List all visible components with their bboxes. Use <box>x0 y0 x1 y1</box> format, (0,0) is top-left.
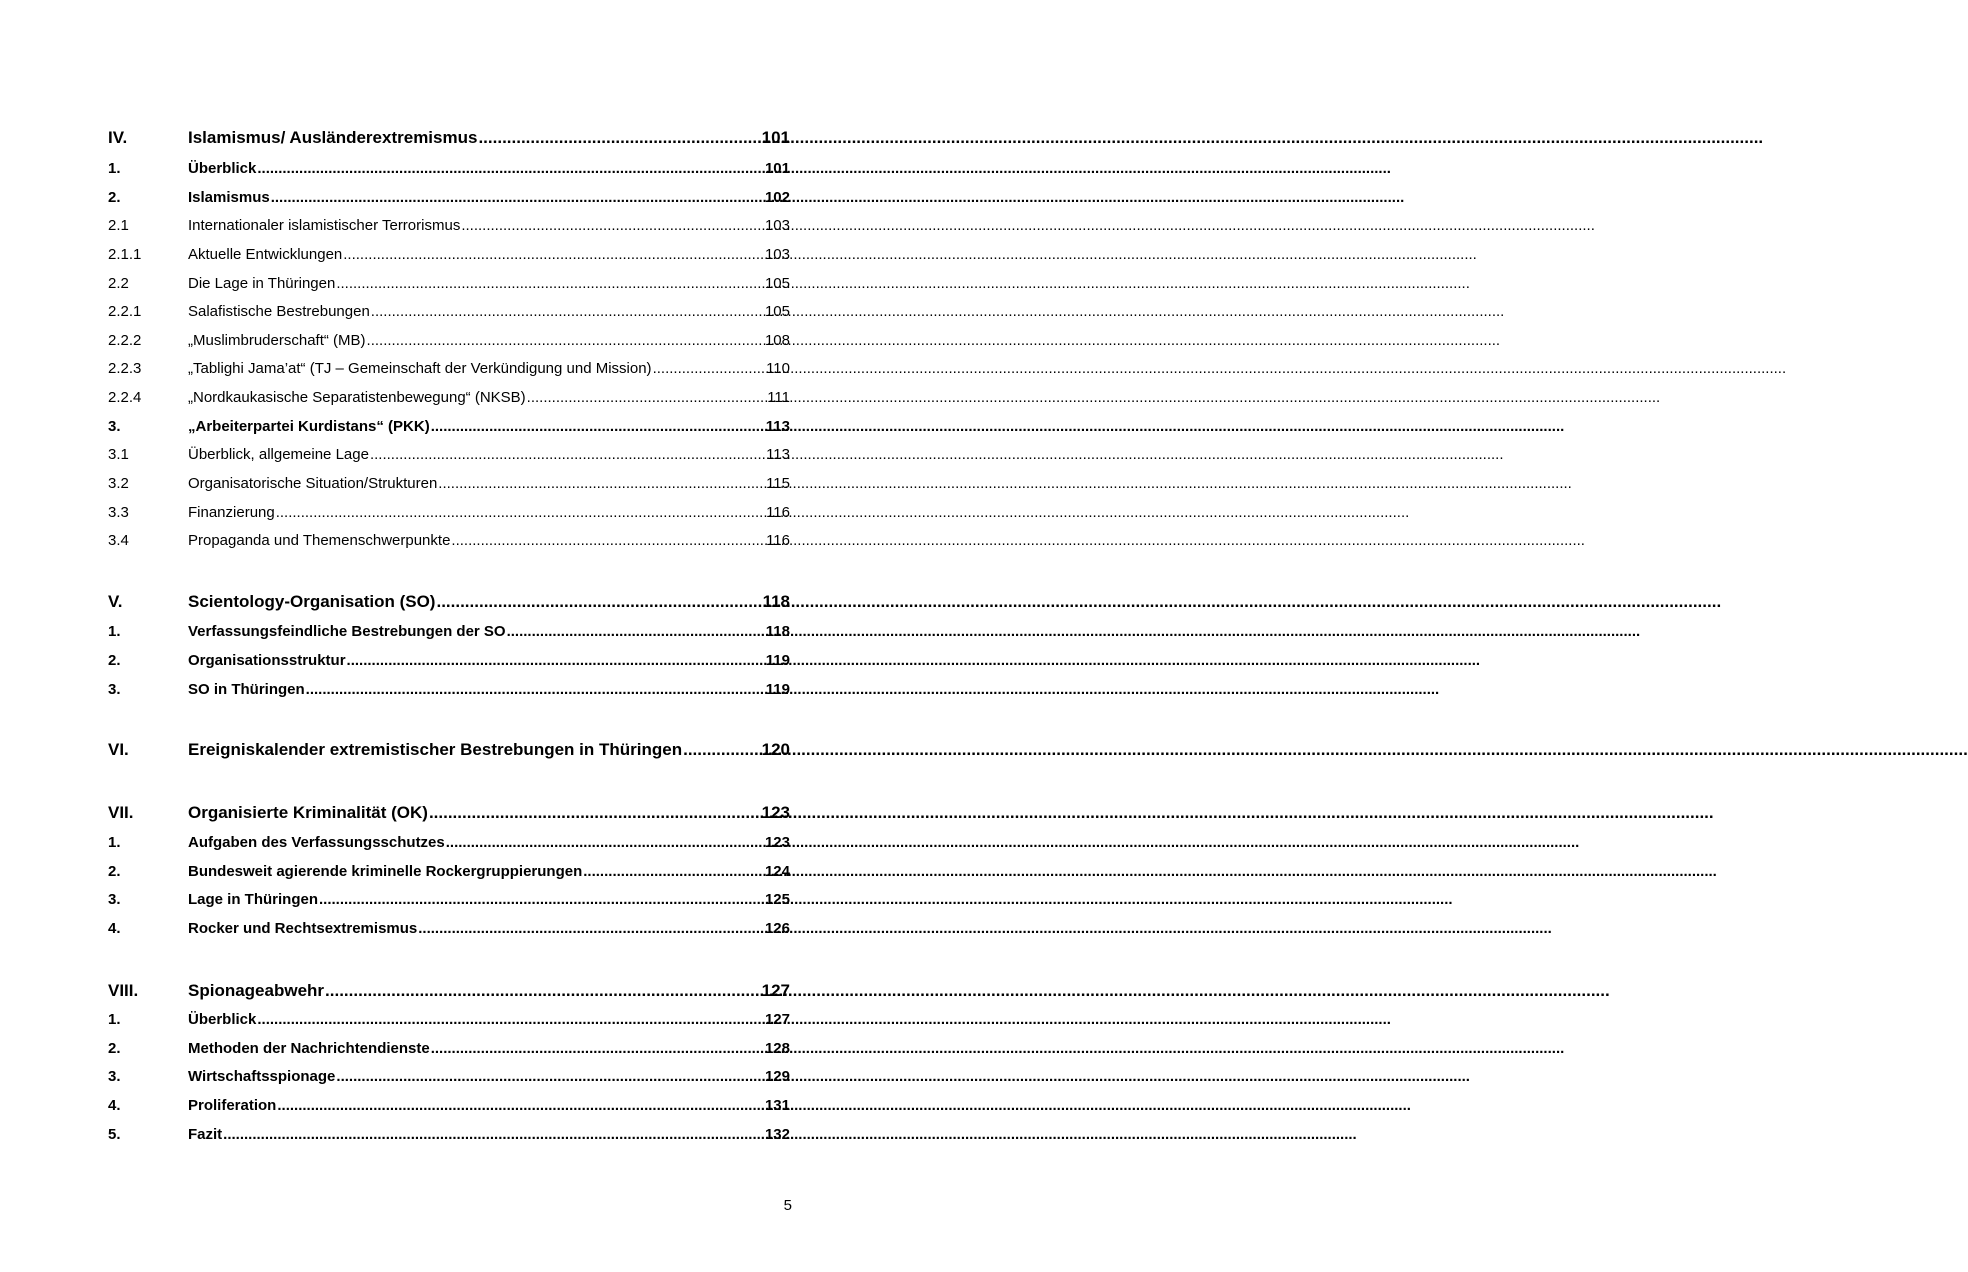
toc-entry-number: 4. <box>108 920 121 937</box>
toc-entry[interactable] <box>108 360 790 377</box>
toc-entry-number: 3.2 <box>108 475 129 492</box>
dot-leader <box>438 475 765 492</box>
toc-entry-title[interactable]: Bundesweit agierende kriminelle Rockergruppierungen <box>188 863 583 880</box>
toc-entry-title[interactable]: Überblick <box>188 1011 257 1028</box>
toc-entry-number: 3. <box>108 891 121 908</box>
toc-entry-page[interactable]: 126 <box>764 920 790 937</box>
toc-entry[interactable] <box>108 920 790 937</box>
dot-leader <box>336 1068 764 1085</box>
toc-entry[interactable] <box>108 446 790 463</box>
dot-leader <box>371 303 764 320</box>
dot-leader <box>436 592 761 612</box>
toc-entry-title[interactable]: Spionageabwehr <box>188 981 325 1000</box>
dot-leader <box>527 389 767 406</box>
toc-entry[interactable] <box>108 246 790 263</box>
toc-entry[interactable] <box>108 1040 790 1057</box>
toc-entry-page[interactable]: 103 <box>764 246 790 263</box>
toc-entry[interactable] <box>108 891 790 908</box>
toc-entry-number: 3.3 <box>108 504 129 521</box>
toc-entry-number: 3. <box>108 1068 121 1085</box>
toc-entry-page[interactable]: 123 <box>761 803 790 822</box>
toc-entry-number: 2. <box>108 189 121 206</box>
dot-leader <box>343 246 764 263</box>
toc-entry-number: 3.1 <box>108 446 129 463</box>
dot-leader <box>478 128 760 148</box>
dot-leader <box>429 803 761 823</box>
toc-entry-number: V. <box>108 592 123 611</box>
toc-entry[interactable] <box>108 532 790 549</box>
toc-entry-number: 1. <box>108 160 121 177</box>
toc-entry-number: 5. <box>108 1126 121 1143</box>
toc-entry-page[interactable]: 113 <box>766 446 790 463</box>
dot-leader <box>431 1040 764 1057</box>
toc-entry-page[interactable]: 115 <box>766 475 790 492</box>
toc-entry-title[interactable]: Rocker und Rechtsextremismus <box>188 920 418 937</box>
toc-entry[interactable] <box>108 1068 790 1085</box>
toc-entry-page[interactable]: 101 <box>764 160 790 177</box>
toc-entry[interactable] <box>108 740 790 760</box>
dot-leader <box>461 217 764 234</box>
toc-entry-title[interactable]: Organisierte Kriminalität (OK) <box>188 803 428 822</box>
toc-entry-number: 2.2 <box>108 275 129 292</box>
toc-entry[interactable] <box>108 1011 790 1028</box>
dot-leader <box>325 981 761 1001</box>
toc-entry-number: 4. <box>108 1097 121 1114</box>
toc-entry-title[interactable]: „Nordkaukasische Separatistenbewegung“ (NKSB) <box>188 389 526 406</box>
toc-entry-number: 2.2.2 <box>108 332 142 349</box>
toc-entry-number: 2.1 <box>108 217 129 234</box>
toc-entry[interactable] <box>108 418 790 435</box>
toc-entry-page[interactable]: 105 <box>764 303 790 320</box>
dot-leader <box>683 740 761 760</box>
dot-leader <box>583 863 764 880</box>
toc-entry-page[interactable]: 118 <box>762 592 790 611</box>
dot-leader <box>306 681 765 698</box>
toc-entry-page[interactable]: 123 <box>764 834 790 851</box>
toc-entry-title[interactable]: Aktuelle Entwicklungen <box>188 246 343 263</box>
toc-entry[interactable] <box>108 332 790 349</box>
page-number: 5 <box>783 1197 792 1214</box>
toc-entry-title[interactable]: Organisationsstruktur <box>188 652 346 669</box>
toc-entry-title[interactable]: Fazit <box>188 1126 223 1143</box>
toc-entry[interactable] <box>108 303 790 320</box>
dot-leader <box>507 623 765 640</box>
toc-entry[interactable] <box>108 652 790 669</box>
toc-entry-title[interactable]: SO in Thüringen <box>188 681 305 698</box>
toc-entry-number: 1. <box>108 623 121 640</box>
toc-entry-page[interactable]: 111 <box>767 389 790 406</box>
toc-entry-page[interactable]: 125 <box>764 891 790 908</box>
toc-entry-number: 2. <box>108 863 121 880</box>
dot-leader <box>257 1011 764 1028</box>
dot-leader <box>336 275 764 292</box>
toc-entry-number: 2.2.3 <box>108 360 142 377</box>
toc-entry-page[interactable]: 119 <box>765 652 790 669</box>
toc-entry-title[interactable]: Islamismus <box>188 189 270 206</box>
toc-entry-title[interactable]: „Muslimbruderschaft“ (MB) <box>188 332 366 349</box>
dot-leader <box>319 891 764 908</box>
toc-entry-title[interactable]: Internationaler islamistischer Terrorismus <box>188 217 461 234</box>
dot-leader <box>276 504 765 521</box>
toc-entry-page[interactable]: 127 <box>761 981 790 1000</box>
dot-leader <box>223 1126 764 1143</box>
toc-entry-page[interactable]: 129 <box>764 1068 790 1085</box>
toc-entry-title[interactable]: Die Lage in Thüringen <box>188 275 336 292</box>
toc-entry[interactable] <box>108 504 790 521</box>
toc-entry[interactable] <box>108 592 790 612</box>
toc-entry-page[interactable]: 124 <box>764 863 790 880</box>
toc-entry-page[interactable]: 110 <box>766 360 790 377</box>
toc-entry[interactable] <box>108 160 790 177</box>
toc-entry-page[interactable]: 127 <box>764 1011 790 1028</box>
dot-leader <box>446 834 764 851</box>
toc-entry-number: 2.2.4 <box>108 389 142 406</box>
toc-entry-title[interactable]: Verfassungsfeindliche Bestrebungen der SO <box>188 623 506 640</box>
toc-entry-page[interactable]: 120 <box>761 740 790 759</box>
toc-entry-page[interactable]: 119 <box>765 681 790 698</box>
dot-leader <box>653 360 766 377</box>
toc-entry-page[interactable]: 105 <box>764 275 790 292</box>
toc-entry-number: 2. <box>108 1040 121 1057</box>
toc-entry[interactable] <box>108 863 790 880</box>
dot-leader <box>257 160 764 177</box>
toc-entry-title[interactable]: Wirtschaftsspionage <box>188 1068 336 1085</box>
toc-entry-title[interactable]: „Tablighi Jama’at“ (TJ – Gemeinschaft der Verkündigung und Mission) <box>188 360 652 377</box>
toc-entry-title[interactable]: Aufgaben des Verfassungsschutzes <box>188 834 445 851</box>
toc-entry[interactable] <box>108 275 790 292</box>
toc-entry-title[interactable]: Organisatorische Situation/Strukturen <box>188 475 438 492</box>
toc-entry-number: IV. <box>108 128 128 147</box>
toc-entry-title[interactable]: Überblick, allgemeine Lage <box>188 446 369 463</box>
toc-entry[interactable] <box>108 1126 790 1143</box>
toc-entry-number: VIII. <box>108 981 139 1000</box>
toc-entry-number: 3. <box>108 681 121 698</box>
toc-entry[interactable] <box>108 981 790 1001</box>
toc-entry-number: 3. <box>108 418 121 435</box>
toc-entry-page[interactable]: 116 <box>766 532 790 549</box>
toc-entry-title[interactable]: Ereigniskalender extremistischer Bestrebungen in Thüringen <box>188 740 683 759</box>
toc-entry-number: 3.4 <box>108 532 129 549</box>
toc-entry[interactable] <box>108 1097 790 1114</box>
dot-leader <box>271 189 764 206</box>
toc-entry-page[interactable]: 108 <box>764 332 790 349</box>
toc-entry-number: 2.1.1 <box>108 246 142 263</box>
toc-entry-title[interactable]: Methoden der Nachrichtendienste <box>188 1040 430 1057</box>
toc-entry[interactable] <box>108 623 790 640</box>
toc-entry-title[interactable]: Salafistische Bestrebungen <box>188 303 370 320</box>
toc-entry-page[interactable]: 116 <box>766 504 790 521</box>
toc-entry-number: 1. <box>108 1011 121 1028</box>
toc-entry-page[interactable]: 101 <box>761 128 790 147</box>
toc-entry-page[interactable]: 103 <box>764 217 790 234</box>
dot-leader <box>418 920 764 937</box>
toc-entry-number: 2.2.1 <box>108 303 142 320</box>
toc-entry-title[interactable]: Proliferation <box>188 1097 277 1114</box>
toc-entry-page[interactable]: 132 <box>764 1126 790 1143</box>
toc-entry[interactable] <box>108 217 790 234</box>
toc-entry-title[interactable]: Finanzierung <box>188 504 275 521</box>
dot-leader <box>277 1097 764 1114</box>
dot-leader <box>367 332 764 349</box>
toc-entry[interactable] <box>108 803 790 823</box>
toc-entry-page[interactable]: 113 <box>765 418 790 435</box>
toc-entry-title[interactable]: „Arbeiterpartei Kurdistans“ (PKK) <box>188 418 430 435</box>
toc-entry-number: 1. <box>108 834 121 851</box>
dot-leader <box>370 446 765 463</box>
toc-entry-number: 2. <box>108 652 121 669</box>
toc-entry-title[interactable]: Überblick <box>188 160 257 177</box>
toc-entry-page[interactable]: 128 <box>764 1040 790 1057</box>
toc-entry[interactable] <box>108 189 790 206</box>
toc-entry-title[interactable]: Lage in Thüringen <box>188 891 318 908</box>
toc-entry-title[interactable]: Scientology-Organisation (SO) <box>188 592 436 611</box>
toc-entry-title[interactable]: Islamismus/ Ausländerextremismus <box>188 128 478 147</box>
toc-entry-number: VI. <box>108 740 129 759</box>
toc-entry[interactable] <box>108 681 790 698</box>
toc-entry-number: VII. <box>108 803 134 822</box>
dot-leader <box>451 532 765 549</box>
dot-leader <box>347 652 765 669</box>
toc-entry-page[interactable]: 102 <box>764 189 790 206</box>
toc-entry-page[interactable]: 118 <box>765 623 790 640</box>
toc-entry-page[interactable]: 131 <box>764 1097 790 1114</box>
toc-entry[interactable] <box>108 834 790 851</box>
toc-entry[interactable] <box>108 389 790 406</box>
dot-leader <box>431 418 765 435</box>
toc-entry[interactable] <box>108 128 790 148</box>
toc-entry[interactable] <box>108 475 790 492</box>
toc-entry-title[interactable]: Propaganda und Themenschwerpunkte <box>188 532 451 549</box>
